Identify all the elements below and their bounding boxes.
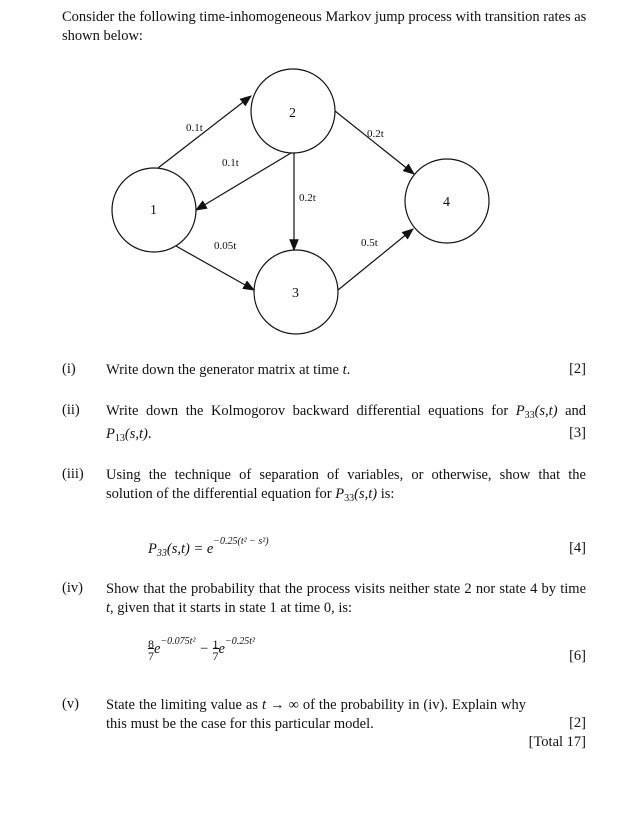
edge-1-3 [176, 246, 254, 290]
question-1-mark: [2] [569, 361, 586, 377]
question-3-mark: [4] [569, 540, 586, 556]
question-4-number: (iv) [62, 580, 83, 596]
state-2-label: 2 [289, 106, 296, 121]
rate-2-3: 0.2t [299, 192, 316, 204]
rate-1-2: 0.1t [186, 122, 203, 134]
rate-3-4: 0.5t [361, 237, 378, 249]
question-5-text: State the limiting value as t → ∞ of the probability in (iv). Explain why this must be the case for this particular model. [106, 697, 527, 732]
rate-1-3: 0.05t [214, 240, 237, 252]
total-mark: [Total 17] [528, 734, 586, 750]
state-1-label: 1 [150, 203, 157, 218]
edge-2-1 [196, 153, 291, 210]
question-1-text: Write down the generator matrix at time t. [106, 362, 351, 378]
question-4-equation: $\frac{8}{7}e^{-0.075t^2} - \frac{1}{7}e^{-0.25t^2}$ [148, 636, 255, 663]
question-2-number: (ii) [62, 402, 80, 418]
question-1-number: (i) [62, 361, 76, 377]
rate-2-1: 0.1t [222, 157, 239, 169]
question-3-text: Using the technique of separation of variables, or otherwise, show that the solution of the differential equation for $P_{33}(s,t)$ is: [106, 467, 586, 504]
question-2-text: Write down the Kolmogorov backward differential equations for $P_{33}(s,t)$ and $P_{13}(s,t)$. [106, 403, 586, 444]
markov-diagram [0, 0, 644, 360]
question-2-mark: [3] [569, 425, 586, 441]
intro-text: Consider the following time-inhomogeneous Markov jump process with transition rates as shown below: [62, 9, 587, 44]
question-3-number: (iii) [62, 466, 84, 482]
state-3-label: 3 [292, 286, 299, 301]
question-4-mark: [6] [569, 648, 586, 664]
question-4-text: Show that the probability that the process visits neither state 2 nor state 4 by time t, given that it starts in state 1 at time 0, is: [106, 581, 586, 616]
question-5-number: (v) [62, 696, 79, 712]
question-5-mark: [2] [569, 715, 586, 731]
edge-2-4 [335, 111, 414, 174]
question-3-equation: $P_{33}(s,t) = e^{-0.25(t^2 - s^2)}$ [148, 536, 269, 559]
state-4-label: 4 [443, 195, 450, 210]
rate-2-4: 0.2t [367, 128, 384, 140]
